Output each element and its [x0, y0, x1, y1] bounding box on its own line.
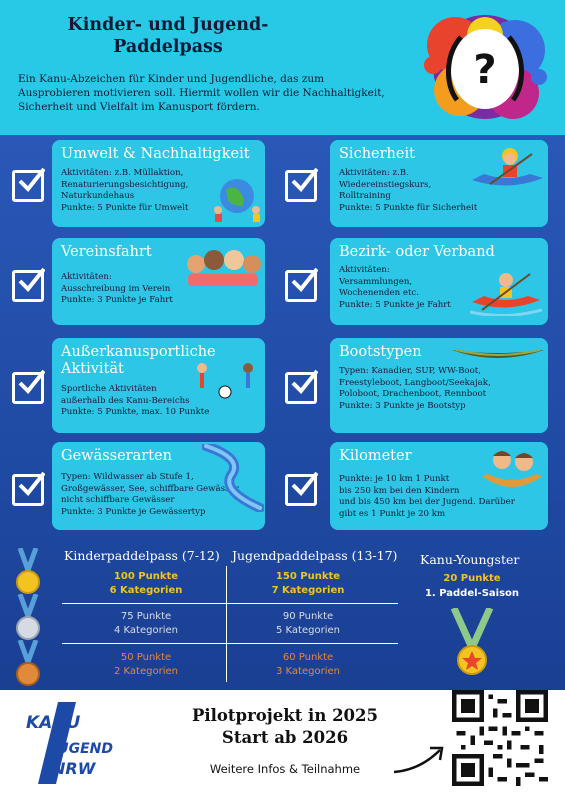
youngster-medal-icon: [450, 608, 494, 678]
kinder-silver-cats: 4 Kategorien: [114, 625, 178, 636]
checkbox-icon: [285, 270, 317, 302]
jugend-silver-cats: 5 Kategorien: [276, 625, 340, 636]
card-title: Vereinsfahrt: [61, 244, 152, 260]
card-title: Bezirk- oder Verband: [339, 244, 495, 260]
kinder-silver-points: 75 Punkte: [120, 611, 172, 622]
checkbox-icon: [12, 270, 44, 302]
card-umwelt: [52, 140, 265, 227]
svg-text:NRW: NRW: [52, 759, 96, 778]
kids-canoe-icon: [480, 446, 544, 496]
checkbox-icon: [285, 474, 317, 506]
checkbox-icon: [12, 474, 44, 506]
more-info-text: Weitere Infos & Teilnahme: [209, 762, 361, 776]
kinder-header: Kinderpaddelpass (7-12): [64, 548, 220, 563]
card-body: Aktivitäten: z.B. Wiedereinstiegskurs, Rolltraining Punkte: 5 Punkte für Sicherheit: [339, 168, 478, 213]
jugend-header: Jugendpaddelpass (13-17): [232, 548, 398, 563]
sports-kids-icon: [190, 360, 260, 400]
arrow-icon: [390, 740, 450, 780]
bronze-medal-icon: [16, 640, 40, 688]
card-title: Gewässerarten: [61, 448, 172, 464]
card-body: Punkte: je 10 km 1 Punkt bis 250 km bei den Kindern und bis 450 km bei der Jugend. Darüber gibt es 1 Punkt je 20 km: [339, 474, 515, 519]
card-sicherheit: [330, 140, 548, 227]
intro-text: Ein Kanu-Abzeichen für Kinder und Jugendliche, das zum Ausprobieren motivieren soll. Hiermit wollen wir die Nachhaltigkeit, Sicherheit und Vielfalt im Kanusport fördern.: [18, 73, 385, 113]
card-bezirk: [330, 238, 548, 325]
card-title: Bootstypen: [339, 344, 422, 360]
checkbox-icon: [285, 372, 317, 404]
card-body: Aktivitäten: Ausschreibung im Verein Punkte: 3 Punkte je Fahrt: [61, 272, 173, 306]
page-title: Kinder- und Jugend- Paddelpass: [67, 15, 269, 57]
card-body: Typen: Kanadier, SUP, WW-Boot, Freestyleboot, Langboot/Seekajak, Poloboot, Drachenboot, Rennboot Punkte: 3 Punkte je Bootstyp: [339, 366, 491, 411]
youngster-note: 1. Paddel-Saison: [424, 588, 520, 599]
jugend-gold-points: 150 Punkte: [275, 571, 341, 582]
jugend-bronze-cats: 3 Kategorien: [276, 666, 340, 677]
card-gewaesser: [52, 442, 265, 530]
river-icon: [202, 444, 264, 512]
jugend-gold-cats: 7 Kategorien: [271, 585, 345, 596]
card-body: Typen: Wildwasser ab Stufe 1, Großgewässer, See, schiffbare Gewässer, nicht schiffbare Gewässer Punkte: 3 Punkte je Gewässertyp: [61, 472, 241, 517]
card-body: Sportliche Aktivitäten außerhalb des Kanu-Bereichs Punkte: 5 Punkte, max. 10 Punkte: [61, 384, 210, 418]
kinder-bronze-points: 50 Punkte: [120, 652, 172, 663]
youngster-points: 20 Punkte: [443, 573, 501, 584]
jugend-bronze-points: 60 Punkte: [282, 652, 334, 663]
card-bootstypen: [330, 338, 548, 433]
card-title: Sicherheit: [339, 146, 415, 162]
card-title: Umwelt & Nachhaltigkeit: [61, 146, 250, 162]
pilot-text: Pilotprojekt in 2025 Start ab 2026: [191, 706, 378, 747]
earth-kids-icon: [212, 172, 262, 222]
card-body: Aktivitäten: Versammlungen, Wochenenden etc. Punkte: 5 Punkte je Fahrt: [339, 265, 451, 310]
kayak-kid-icon: [470, 144, 545, 192]
table-divider: [62, 603, 398, 604]
card-kilometer: [330, 442, 548, 530]
qr-code[interactable]: [452, 690, 548, 786]
kanu-jugend-nrw-logo: [18, 698, 138, 788]
boat-icon: [450, 342, 546, 364]
checkbox-icon: [12, 170, 44, 202]
kinder-bronze-cats: 2 Kategorien: [114, 666, 178, 677]
svg-text:?: ?: [473, 47, 497, 93]
checkbox-icon: [12, 372, 44, 404]
group-kids-icon: [184, 242, 262, 286]
card-title: Kilometer: [339, 448, 412, 464]
table-divider: [226, 566, 227, 682]
card-body: Aktivitäten: z.B. Müllaktion, Renaturierungsbesichtigung, Naturkundehaus Punkte: 5 Punkte für Umwelt: [61, 168, 189, 213]
card-title: Außerkanusportliche Aktivität: [61, 344, 216, 377]
svg-text:KANU: KANU: [26, 713, 81, 733]
canoe-paddler-icon: [470, 268, 542, 316]
table-divider: [62, 643, 398, 644]
jugend-silver-points: 90 Punkte: [282, 611, 334, 622]
kinder-gold-points: 100 Punkte: [113, 571, 179, 582]
card-vereinsfahrt: [52, 238, 265, 325]
youngster-header: Kanu-Youngster: [420, 552, 520, 567]
svg-text:JUGEND: JUGEND: [52, 741, 113, 757]
kinder-gold-cats: 6 Kategorien: [109, 585, 183, 596]
paint-splash-wreath-icon: [415, 5, 555, 130]
gold-medal-icon: [16, 548, 40, 596]
silver-medal-icon: [16, 594, 40, 642]
card-ausserkanu: [52, 338, 265, 433]
checkbox-icon: [285, 170, 317, 202]
